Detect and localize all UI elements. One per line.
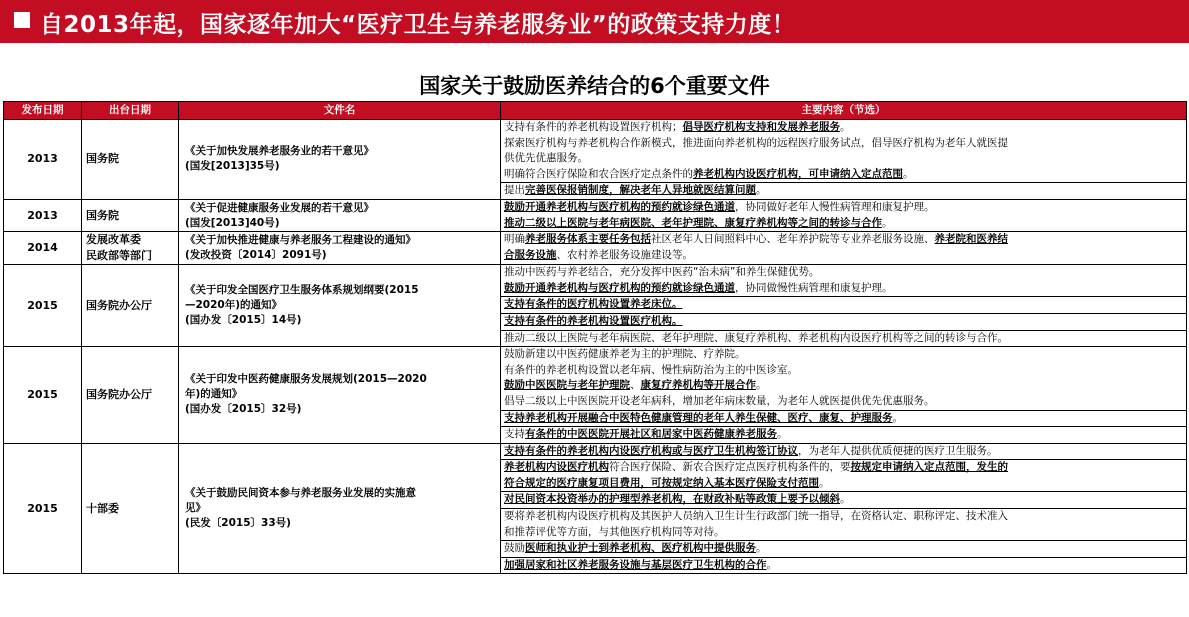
- plain-text: 明确符合医疗保险和农合医疗定点条件的: [504, 167, 693, 180]
- content-line: [501, 363, 1186, 379]
- file-name: [179, 120, 501, 200]
- file-name-line: 《关于促进健康服务业发展的若干意见》: [185, 201, 374, 214]
- main-content: [501, 347, 1187, 444]
- main-content: [501, 443, 1187, 574]
- table-row: [4, 443, 1187, 574]
- file-name-line: (国办发〔2015〕32号): [185, 403, 302, 416]
- plain-text: 鼓励新建以中医药健康养老为主的护理院、疗养院。: [504, 348, 746, 361]
- file-name-line: (发改投资〔2014〕2091号): [185, 249, 327, 262]
- plain-text: 和推荐评优等方面，与其他医疗机构同等对待。: [504, 525, 725, 538]
- content-item: [501, 120, 1186, 182]
- table-row: [4, 232, 1187, 265]
- issuer-line: 国务院办公厅: [86, 387, 152, 401]
- header-issue-date: 出台日期: [82, 102, 179, 120]
- plain-text: 。: [756, 542, 767, 555]
- issuing-authority: [82, 265, 179, 347]
- file-name-line: 《关于印发全国医疗卫生服务体系规划纲要(2015: [185, 284, 419, 297]
- content-line: [501, 314, 1186, 330]
- bullet-square-icon: [14, 12, 30, 28]
- content-line: [501, 297, 1186, 313]
- plain-text: 提出: [504, 184, 525, 197]
- document-title: 国家关于鼓励医养结合的6个重要文件: [419, 74, 770, 98]
- plain-text: 探索医疗机构与养老机构合作新模式，推进面向养老机构的远程医疗服务试点，倡导医疗机构为老年人就医提: [504, 136, 1008, 149]
- publish-year: 2015: [4, 347, 82, 444]
- publish-year: 2013: [4, 120, 82, 200]
- content-line: [501, 525, 1186, 541]
- plain-text: 推动二级以上医院与老年病医院、老年护理院、康复疗养机构、养老机构内设医疗机构等之间的转诊与合作。: [504, 331, 1008, 344]
- content-line: [501, 265, 1186, 281]
- emphasis-text: 康复疗养机构等开展合作: [640, 379, 756, 392]
- content-item: [501, 265, 1186, 296]
- content-item: [501, 296, 1186, 313]
- file-name-line: (国发[2013]40号): [185, 216, 280, 229]
- header-publish-date: 发布日期: [4, 102, 82, 120]
- file-name: [179, 347, 501, 444]
- emphasis-text: 养老服务体系主要任务包括: [525, 233, 651, 246]
- emphasis-text: 有条件的中医医院开展社区和居家中医药健康养老服务: [525, 428, 777, 441]
- content-item: [501, 557, 1186, 574]
- content-item: [501, 540, 1186, 557]
- content-line: [501, 200, 1186, 216]
- policy-table: [3, 101, 1187, 574]
- main-content: [501, 120, 1187, 200]
- publish-year: 2015: [4, 265, 82, 347]
- plain-text: ，为老年人提供优质便捷的医疗卫生服务。: [798, 444, 998, 457]
- plain-text: 倡导二级以上中医医院开设老年病科，增加老年病床数量，为老年人就医提供优先优惠服务。: [504, 394, 935, 407]
- issuer-line: 民政部等部门: [86, 249, 152, 263]
- content-item: [501, 200, 1186, 231]
- plain-text: ，协同做慢性病管理和康复护理。: [735, 281, 893, 294]
- table-row: [4, 265, 1187, 347]
- file-name: [179, 232, 501, 265]
- publish-year: 2014: [4, 232, 82, 265]
- content-line: [501, 183, 1186, 199]
- plain-text: 支持有条件的养老机构设置医疗机构；: [504, 121, 683, 133]
- content-line: [501, 151, 1186, 167]
- file-name-line: 《关于加快推进健康与养老服务工程建设的通知》: [185, 234, 416, 247]
- main-content: [501, 265, 1187, 347]
- file-name: [179, 443, 501, 574]
- emphasis-text: 支持有条件的养老机构内设医疗机构或与医疗卫生机构签订协议: [504, 444, 798, 457]
- emphasis-text: 鼓励开通养老机构与医疗机构的预约就诊绿色通道: [504, 281, 735, 294]
- content-line: [501, 427, 1186, 443]
- plain-text: 有条件的养老机构设置以老年病、慢性病防治为主的中医诊室。: [504, 363, 798, 376]
- emphasis-text: 合服务设施: [504, 248, 557, 261]
- content-line: [501, 476, 1186, 492]
- content-line: [501, 136, 1186, 152]
- issuer-line: 国务院: [86, 208, 119, 222]
- content-item: [501, 182, 1186, 199]
- table-row: [4, 120, 1187, 200]
- issuer-line: 国务院办公厅: [86, 298, 152, 312]
- plain-text: 符合医疗保险、新农合医疗定点医疗机构条件的，要: [609, 461, 851, 474]
- plain-text: 。: [756, 379, 767, 392]
- issuing-authority: [82, 232, 179, 265]
- file-name-line: 《关于鼓励民间资本参与养老服务业发展的实施意: [185, 487, 416, 500]
- plain-text: 。: [892, 411, 903, 424]
- emphasis-text: 养老院和医养结: [934, 233, 1008, 246]
- emphasis-text: 鼓励开通养老机构与医疗机构的预约就诊绿色通道: [504, 200, 735, 213]
- content-line: [501, 248, 1186, 264]
- plain-text: 。: [840, 493, 851, 506]
- content-line: [501, 394, 1186, 410]
- issuer-line: 发展改革委: [86, 233, 141, 247]
- file-name-line: (国办发〔2015〕14号): [185, 314, 302, 327]
- content-item: [501, 491, 1186, 508]
- plain-text: ，协同做好老年人慢性病管理和康复护理。: [735, 200, 935, 213]
- emphasis-text: 按规定申请纳入定点范围，发生的: [850, 461, 1008, 474]
- issuing-authority: [82, 120, 179, 200]
- content-line: [501, 378, 1186, 394]
- main-content: [501, 232, 1187, 265]
- plain-text: 。: [903, 167, 914, 180]
- content-item: [501, 347, 1186, 409]
- header-banner: [0, 0, 1189, 43]
- emphasis-text: 支持养老机构开展融合中医特色健康管理的老年人养生保健、医疗、康复、护理服务: [504, 411, 893, 424]
- emphasis-text: 符合规定的医疗康复项目费用，可按规定纳入基本医疗保险支付范围: [504, 476, 819, 489]
- content-line: [501, 444, 1186, 460]
- plain-text: 。: [777, 428, 788, 441]
- file-name-line: 《关于印发中医药健康服务发展规划(2015—2020: [185, 373, 427, 386]
- content-line: [501, 216, 1186, 232]
- plain-text: 、农村养老服务设施建设等。: [556, 248, 693, 261]
- file-name-line: —2020年)的通知》: [185, 299, 283, 312]
- plain-text: 。: [840, 121, 851, 133]
- content-item: [501, 426, 1186, 443]
- header-main-content: 主要内容（节选）: [501, 102, 1187, 120]
- file-name: [179, 199, 501, 231]
- table-row: [4, 199, 1187, 231]
- content-line: [501, 541, 1186, 557]
- plain-text: 支持: [504, 428, 525, 441]
- issuer-line: 国务院: [86, 152, 119, 166]
- banner-title: 自2013年起，国家逐年加大“医疗卫生与养老服务业”的政策支持力度！: [40, 12, 796, 38]
- issuing-authority: [82, 199, 179, 231]
- publish-year: 2013: [4, 199, 82, 231]
- plain-text: 要将养老机构内设医疗机构及其医护人员纳入卫生计生行政部门统一指导，在资格认定、职称评定、技术准入: [504, 510, 1008, 523]
- content-line: [501, 509, 1186, 525]
- emphasis-text: 完善医保报销制度，解决老年人异地就医结算问题: [525, 184, 756, 197]
- file-name-line: 见》: [185, 502, 206, 515]
- table-row: [4, 347, 1187, 444]
- plain-text: 社区老年人日间照料中心、老年养护院等专业养老服务设施、: [651, 233, 935, 246]
- file-name-line: 《关于加快发展养老服务业的若干意见》: [185, 145, 374, 158]
- issuing-authority: [82, 347, 179, 444]
- issuing-authority: [82, 443, 179, 574]
- table-header-row: [4, 102, 1187, 120]
- file-name: [179, 265, 501, 347]
- content-line: [501, 331, 1186, 347]
- emphasis-text: 支持有条件的医疗机构设置养老床位。: [504, 298, 683, 311]
- content-item: [501, 508, 1186, 540]
- plain-text: 供优先优惠服务。: [504, 152, 588, 165]
- content-item: [501, 232, 1186, 263]
- emphasis-text: 医师和执业护士到养老机构、医疗机构中提供服务: [525, 542, 756, 555]
- content-line: [501, 120, 1186, 136]
- emphasis-text: 倡导医疗机构支持和发展养老服务: [682, 121, 840, 133]
- main-content: [501, 199, 1187, 231]
- content-line: [501, 411, 1186, 427]
- plain-text: 明确: [504, 233, 525, 246]
- emphasis-text: 对民间资本投资举办的护理型养老机构，在财政补贴等政策上要予以倾斜: [504, 493, 840, 506]
- emphasis-text: 加强居家和社区养老服务设施与基层医疗卫生机构的合作: [504, 558, 767, 571]
- header-file-name: 文件名: [179, 102, 501, 120]
- emphasis-text: 养老机构内设医疗机构: [504, 461, 609, 474]
- content-item: [501, 330, 1186, 347]
- content-line: [501, 558, 1186, 574]
- emphasis-text: 支持有条件的养老机构设置医疗机构。: [504, 314, 683, 327]
- file-name-line: (民发〔2015〕33号): [185, 517, 291, 530]
- content-item: [501, 410, 1186, 427]
- file-name-line: (国发[2013]35号): [185, 160, 280, 173]
- content-line: [501, 492, 1186, 508]
- content-item: [501, 459, 1186, 491]
- plain-text: 推动中医药与养老结合，充分发挥中医药“治未病”和养生保健优势。: [504, 266, 820, 279]
- content-item: [501, 444, 1186, 460]
- plain-text: 。: [756, 184, 767, 197]
- content-line: [501, 167, 1186, 183]
- content-line: [501, 460, 1186, 476]
- emphasis-text: 养老机构内设医疗机构，可申请纳入定点范围: [693, 167, 903, 180]
- content-line: [501, 347, 1186, 363]
- publish-year: 2015: [4, 443, 82, 574]
- issuer-line: 十部委: [86, 501, 119, 515]
- content-item: [501, 313, 1186, 330]
- content-line: [501, 281, 1186, 297]
- emphasis-text: 推动二级以上医院与老年病医院、老年护理院、康复疗养机构等之间的转诊与合作: [504, 216, 882, 229]
- plain-text: 、: [630, 379, 641, 392]
- content-line: [501, 232, 1186, 248]
- file-name-line: 年)的通知》: [185, 388, 243, 401]
- emphasis-text: 鼓励中医医院与老年护理院: [504, 379, 630, 392]
- plain-text: 。: [819, 476, 830, 489]
- plain-text: 。: [882, 216, 893, 229]
- plain-text: 。: [766, 558, 777, 571]
- plain-text: 鼓励: [504, 542, 525, 555]
